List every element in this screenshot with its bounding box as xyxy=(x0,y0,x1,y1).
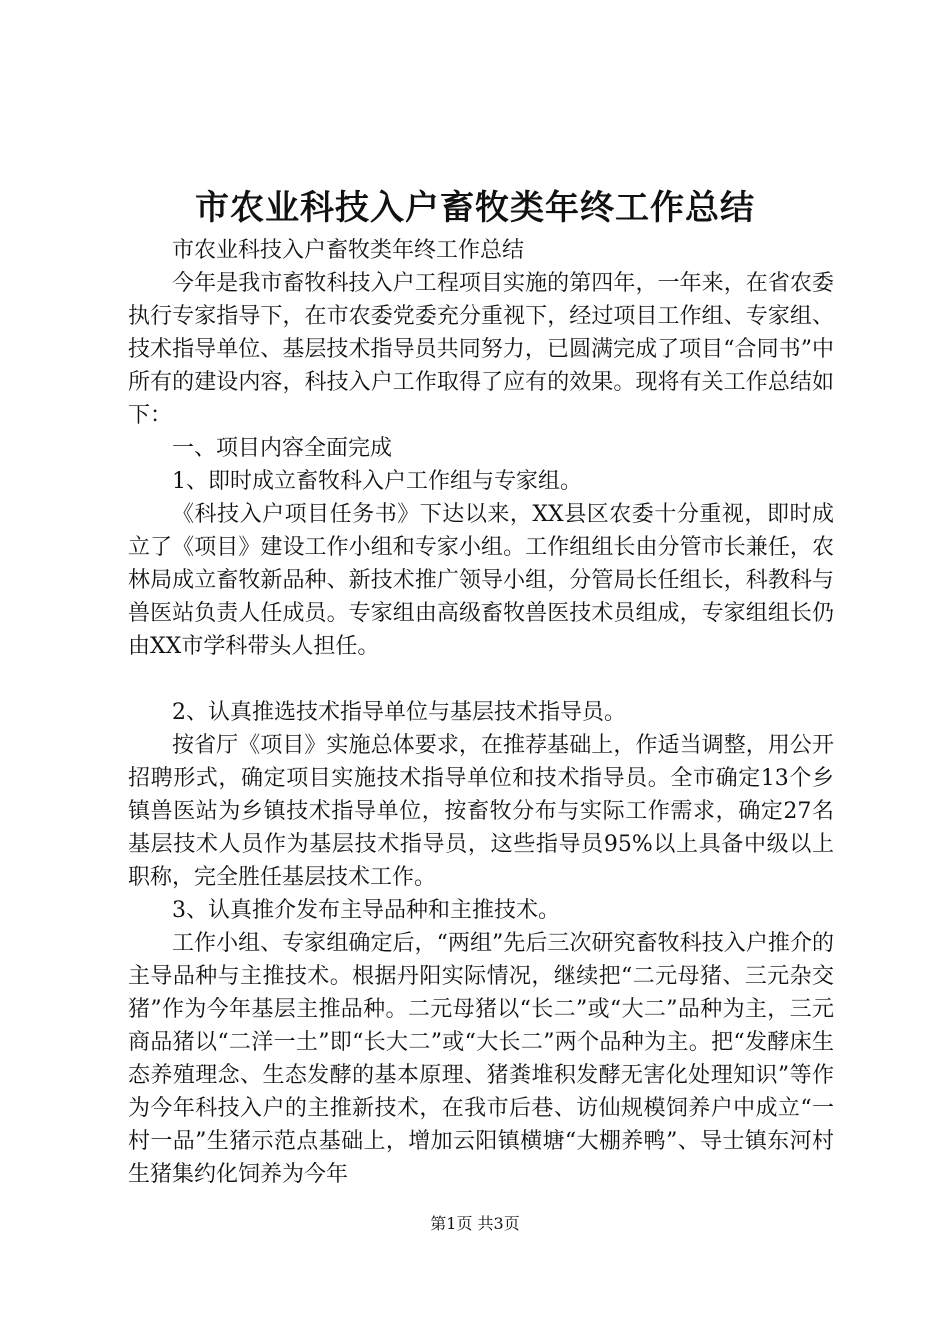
page-number-footer: 第1页 共3页 xyxy=(430,1214,520,1233)
document-body xyxy=(128,234,834,1191)
subsection-heading: 3、认真推介发布主导品种和主推技术。 xyxy=(172,898,560,923)
body-paragraph: 《科技入户项目任务书》下达以来，XX县区农委十分重视，即时成立了《项目》建设工作小组和专家小组。工作组组长由分管市长兼任，农林局成立畜牧新品种、新技术推广领导小组，分管局长任组长，科教科与兽医站负责人任成员。专家组由高级畜牧兽医技术员组成，专家组组长仍由XX市学科带头人担任。 xyxy=(128,502,834,659)
body-paragraph: 工作小组、专家组确定后，“两组”先后三次研究畜牧科技入户推介的主导品种与主推技术。根据丹阳实际情况，继续把“二元母猪、三元杂交猪”作为今年基层主推品种。二元母猪以“长二”或“大二”品种为主，三元商品猪以“二洋一土”即“长大二”或“大长二”两个品种为主。把“发酵床生态养殖理念、生态发酵的基本原理、猪粪堆积发酵无害化处理知识”等作为今年科技入户的主推新技术，在我市后巷、访仙规模饲养户中成立“一村一品”生猪示范点基础上，增加云阳镇横塘“大棚养鸭”、导士镇东河村生猪集约化饲养为今年 xyxy=(128,931,834,1187)
subsection-heading: 1、即时成立畜牧科入户工作组与专家组。 xyxy=(172,469,582,494)
body-paragraph: 按省厅《项目》实施总体要求，在推荐基础上，作适当调整，用公开招聘形式，确定项目实施技术指导单位和技术指导员。全市确定13个乡镇兽医站为乡镇技术指导单位，按畜牧分布与实际工作需求，确定27名基层技术人员作为基层技术指导员，这些指导员95%以上具备中级以上职称，完全胜任基层技术工作。 xyxy=(128,733,834,890)
subsection-heading: 2、认真推选技术指导单位与基层技术指导员。 xyxy=(172,700,626,725)
intro-paragraph: 今年是我市畜牧科技入户工程项目实施的第四年，一年来，在省农委执行专家指导下，在市农委党委充分重视下，经过项目工作组、专家组、技术指导单位、基层技术指导员共同努力，已圆满完成了项目“合同书”中所有的建设内容，科技入户工作取得了应有的效果。现将有关工作总结如下： xyxy=(128,271,834,428)
section-heading: 一、项目内容全面完成 xyxy=(172,436,393,461)
subtitle-paragraph: 市农业科技入户畜牧类年终工作总结 xyxy=(172,238,525,263)
document-title: 市农业科技入户畜牧类年终工作总结 xyxy=(195,188,755,228)
